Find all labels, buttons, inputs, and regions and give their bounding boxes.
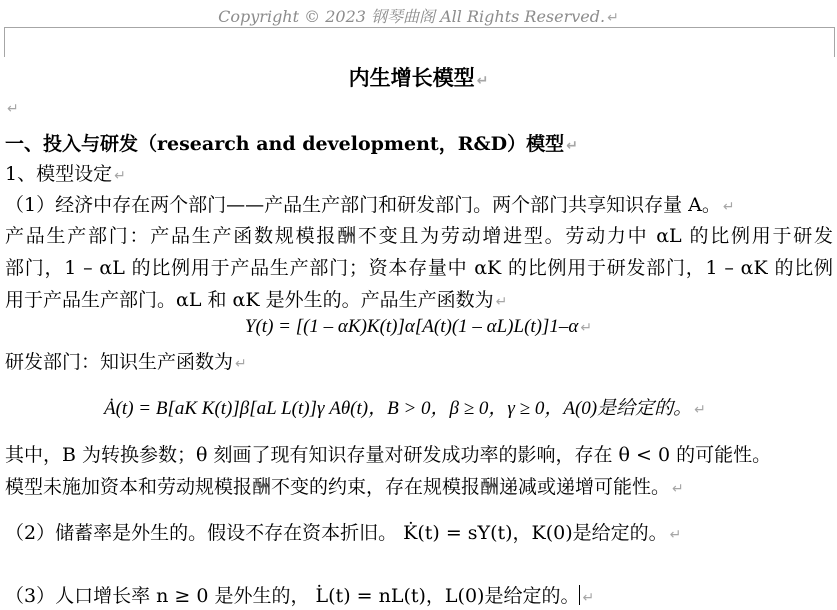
text-cursor: [579, 585, 580, 605]
paragraph-mark-icon: ↵: [114, 168, 126, 184]
paragraph-1[interactable]: （1）经济中存在两个部门——产品生产部门和研发部门。两个部门共享知识存量 A。 ↵: [5, 194, 735, 216]
paragraph-mark-icon: ↵: [235, 356, 247, 372]
paragraph-4-line-2[interactable]: 模型未施加资本和劳动规模报酬不变的约束，存在规模报酬递减或递增可能性。 ↵: [5, 476, 684, 498]
paragraph-2-line-2[interactable]: 部门，1 – αL 的比例用于产品生产部门；资本存量中 αK 的比例用于研发部门，1 – αK 的比例: [5, 257, 833, 279]
paragraph-mark-icon: ↵: [669, 527, 682, 543]
paragraph-6[interactable]: （3）人口增长率 n ≥ 0 是外生的， L̇(t) = nL(t)，L(0)是给定的。 ↵: [5, 585, 595, 607]
margin-corner-right: [834, 27, 835, 57]
subsection-heading[interactable]: 1、模型设定 ↵: [5, 163, 126, 185]
paragraph-mark-icon: ↵: [566, 138, 578, 154]
paragraph-mark-icon: ↵: [582, 590, 595, 606]
header-rule: [4, 27, 835, 28]
paragraph-mark-icon: ↵: [672, 481, 684, 497]
equation-production[interactable]: Y(t) = [(1 – αK)K(t)]α[A(t)(1 – αL)L(t)]1–α ↵: [244, 316, 593, 337]
margin-corner-left: [4, 27, 5, 57]
paragraph-mark-icon: ↵: [7, 101, 19, 117]
paragraph-2-line-3[interactable]: 用于产品生产部门。αL 和 αK 是外生的。产品生产函数为 ↵: [5, 289, 508, 311]
paragraph-mark-icon: ↵: [495, 294, 508, 310]
paragraph-5[interactable]: （2）储蓄率是外生的。假设不存在资本折旧。 K̇(t) = sY(t)，K(0)是给定的。 ↵: [5, 522, 682, 544]
paragraph-mark-icon: ↵: [722, 199, 735, 215]
document-title[interactable]: 内生增长模型 ↵: [348, 65, 489, 90]
paragraph-3[interactable]: 研发部门：知识生产函数为 ↵: [5, 351, 247, 373]
empty-paragraph[interactable]: [5, 96, 19, 118]
page-header: [0, 4, 837, 27]
paragraph-mark-icon: ↵: [607, 10, 619, 26]
paragraph-mark-icon: ↵: [580, 320, 593, 336]
paragraph-2-line-1[interactable]: 产品生产部门：产品生产函数规模报酬不变且为劳动增进型。劳动力中 αL 的比例用于研发: [5, 225, 833, 247]
paragraph-mark-icon: ↵: [476, 73, 489, 89]
copyright-text: Copyright © 2023 钢琴曲阁 All Rights Reserved.: [218, 7, 606, 26]
paragraph-mark-icon: ↵: [694, 402, 706, 418]
section-heading[interactable]: 一、投入与研发（research and development，R&D）模型 ↵: [5, 133, 578, 155]
equation-knowledge[interactable]: Ȧ(t) = B[aK K(t)]β[aL L(t)]γ Aθ(t)，B > 0，β ≥ 0，γ ≥ 0，A(0)是给定的。 ↵: [104, 398, 706, 419]
paragraph-4-line-1[interactable]: 其中，B 为转换参数；θ 刻画了现有知识存量对研发成功率的影响，存在 θ < 0 的可能性。: [5, 444, 772, 466]
